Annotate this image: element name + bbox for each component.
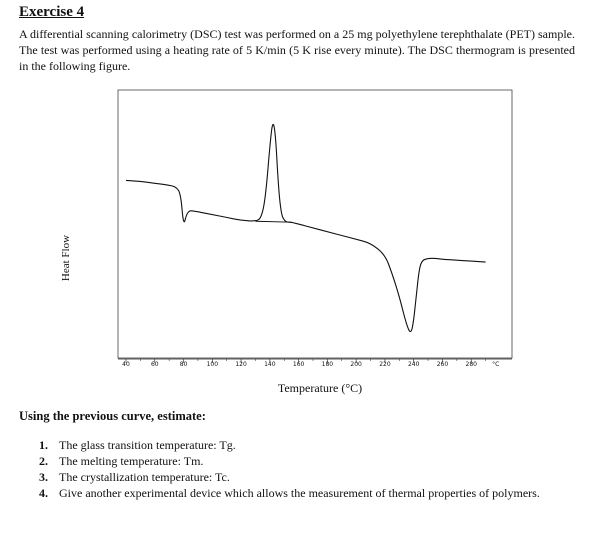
x-tick-label: 180 [321, 361, 334, 368]
question-text: The crystallization temperature: Tc. [59, 470, 230, 484]
question-text: Give another experimental device which allows the measurement of thermal properties of polymers. [59, 486, 540, 500]
question-number: 2. [39, 454, 48, 468]
x-tick-label: 140 [264, 361, 276, 368]
y-axis-label: Heat Flow [60, 234, 72, 282]
heat-flow-curve [126, 124, 486, 331]
x-tick-label: 60 [150, 361, 159, 368]
x-tick-label: 240 [407, 361, 420, 368]
exercise-intro: A differential scanning calorimetry (DSC) test was performed on a 25 mg polyethylene terephthalate (PET) sample. The test was performed using a heating rate of 5 K/min (5 K rise every minute). The DSC thermogram is presented in the following figure. [19, 27, 575, 73]
x-axis-unit: °C [492, 361, 500, 368]
question-number: 3. [39, 470, 48, 484]
x-tick-label: 120 [235, 361, 247, 368]
x-axis-label: Temperature (°C) [277, 381, 363, 395]
x-tick-label: 200 [350, 361, 362, 368]
x-tick-label: 160 [292, 361, 305, 368]
plot-frame [118, 90, 512, 358]
x-tick-label: 80 [179, 361, 188, 368]
question-number: 1. [39, 438, 48, 452]
x-tick-label: 220 [379, 361, 391, 368]
question-item [19, 485, 575, 501]
exercise-title: Exercise 4 [19, 4, 85, 20]
question-list [19, 437, 575, 501]
question-text: The melting temperature: Tm. [59, 454, 204, 468]
x-tick-label: 100 [206, 361, 219, 368]
crystallization-baseline [255, 221, 291, 222]
question-text: The glass transition temperature: Tg. [59, 438, 236, 452]
question-item [19, 437, 575, 453]
x-tick-label: 40 [122, 361, 130, 368]
questions-heading: Using the previous curve, estimate: [19, 409, 206, 423]
question-item [19, 453, 575, 469]
x-tick-label: 260 [436, 361, 449, 368]
x-tick-label: 280 [465, 361, 477, 368]
question-item [19, 469, 575, 485]
question-number: 4. [39, 486, 48, 500]
